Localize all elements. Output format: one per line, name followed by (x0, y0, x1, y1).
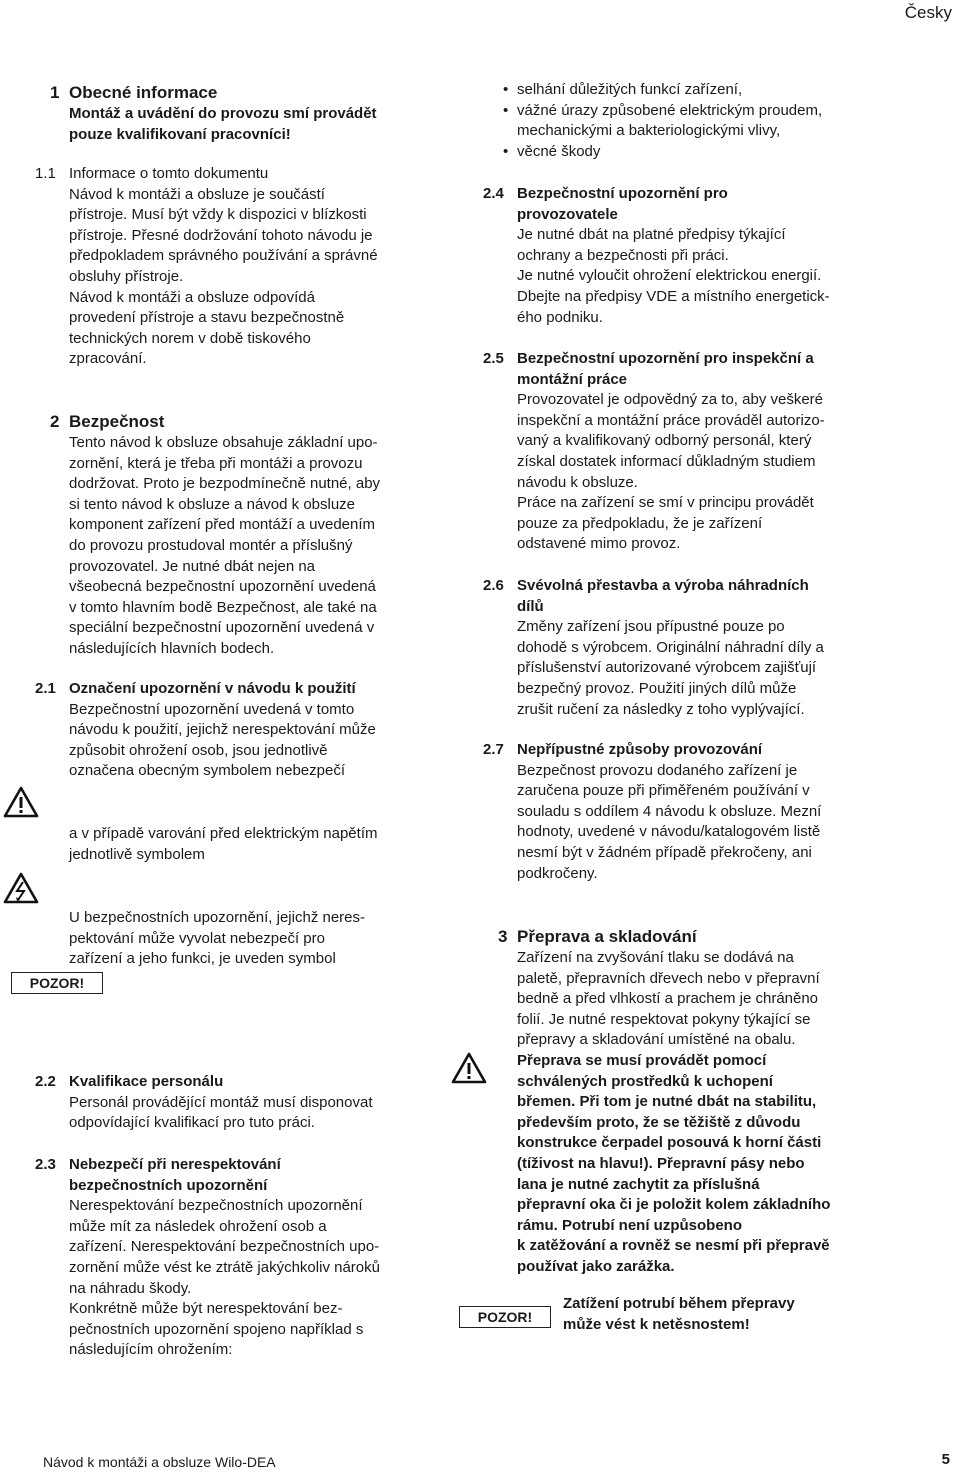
text-line: provedení přístroje a stavu bezpečnostně (69, 309, 345, 327)
text-line: bedně a před vlhkostí a prachem je chráněno (517, 990, 819, 1008)
text-line: zařízení. Nerespektování bezpečnostních upo- (69, 1238, 380, 1256)
text-line: jednotlivě symbolem (69, 845, 205, 863)
text-line: návodu k použití, jejichž nerespektování může (69, 721, 376, 739)
caution-badge: POZOR! (459, 1306, 551, 1328)
caution-badge: POZOR! (11, 972, 103, 994)
text-line: podkročeny. (517, 864, 598, 882)
text-line: zařízení a jeho funkci, je uveden symbol (69, 950, 336, 968)
text-line: Je nutné vyloučit ohrožení elektrickou energií. (517, 267, 822, 285)
text-line: pektování může vyvolat nebezpečí pro (69, 929, 325, 947)
section-1-number: 1 (50, 83, 60, 102)
bold-text-line: přepravní oka či je položit kolem základního (517, 1196, 831, 1214)
list-item: • vážné úrazy způsobené elektrickým proudem, mechanickými a bakteriologickými vlivy, (503, 101, 863, 142)
text-line: provozovatel. Je nutné dbát nejen na (69, 557, 316, 575)
text-line: Tento návod k obsluze obsahuje základní upo- (69, 434, 378, 451)
text-line: všeobecná bezpečnostní upozornění uvedená (69, 578, 376, 596)
text-line: pouze za předpokladu, že je zařízení (517, 514, 763, 532)
section-1-warning-line: pouze kvalifikovaní pracovníci! (69, 125, 291, 143)
section-2-6-title: Svévolná přestavba a výroba náhradních (517, 577, 809, 594)
text-line: Je nutné dbát na platné předpisy týkající (517, 226, 786, 244)
text-line: zornění, která je třeba při montáži a provozu (69, 454, 363, 472)
section-1-title: Obecné informace (69, 83, 218, 102)
text-line: označena obecným symbolem nebezpečí (69, 762, 345, 780)
section-2-6-number: 2.6 (483, 577, 504, 594)
text-line: Návod k montáži a obsluze je součástí (69, 185, 325, 203)
text-line: Zařízení na zvyšování tlaku se dodává na (517, 949, 794, 966)
bold-text-line: používat jako zarážka. (517, 1257, 675, 1275)
text-line: v tomto hlavním bodě Bezpečnost, ale také na (69, 598, 377, 616)
text-line: U bezpečnostních upozornění, jejichž neres- (69, 909, 366, 926)
language-label: Česky (904, 3, 952, 22)
text-line: Konkrétně může být nerespektování bez- (69, 1300, 343, 1318)
text-line: zornění může vést ke ztrátě jakýchkoliv nároků (69, 1258, 380, 1276)
text-line: následujících hlavních bodech. (69, 639, 275, 657)
general-danger-icon (3, 786, 39, 818)
text-line: vaný a kvalifikovaný odborný personál, který (517, 432, 812, 450)
text-line: zaručena pouze při přiměřeném používání v (517, 782, 810, 800)
caution-text-line: Zatížení potrubí během přepravy (563, 1295, 795, 1312)
text-line: pečnostních upozornění spojeno například s (69, 1320, 364, 1338)
section-2-7-title: Nepřípustné způsoby provozování (517, 741, 763, 758)
section-3-number: 3 (498, 927, 508, 946)
list-item: • věcné škody (503, 142, 863, 163)
page-number: 5 (941, 1451, 950, 1468)
text-line: získal dostatek informací důkladným studiem (517, 452, 816, 470)
bold-text-line: (tíživost na hlavu!). Přepravní pásy nebo (517, 1154, 805, 1172)
section-2-7-number: 2.7 (483, 741, 504, 758)
electrical-hazard-icon (3, 872, 39, 904)
text-line: odstavené mimo provoz. (517, 535, 681, 553)
text-line: Personál provádějící montáž musí disponovat (69, 1093, 373, 1111)
text-line: přístroje. Musí být vždy k dispozici v blízkosti (69, 206, 367, 224)
section-1-1-number: 1.1 (35, 165, 56, 182)
text-line: speciální bezpečnostní upozornění uvedená v (69, 619, 375, 637)
bold-text-line: k zatěžování a rovněž se nesmí při přepravě (517, 1237, 830, 1255)
text-line: komponent zařízení před montáží a uvedením (69, 516, 376, 534)
text-line: ého podniku. (517, 308, 603, 326)
section-2-2-number: 2.2 (35, 1073, 56, 1090)
text-line: do provozu prostudoval montér a příslušný (69, 536, 353, 554)
text-line: Provozovatel je odpovědný za to, aby veškeré (517, 391, 824, 409)
text-line: předpokladem správného používání a správné (69, 247, 378, 265)
text-line: dohodě s výrobcem. Originální náhradní díly a (517, 638, 824, 656)
footer-document-title: Návod k montáži a obsluze Wilo-DEA (43, 1454, 276, 1470)
text-line: technických norem v době tiskového (69, 329, 311, 347)
text-line: zpracování. (69, 350, 147, 368)
section-1-1-title: Informace o tomto dokumentu (69, 165, 269, 182)
text-line: přepravy a skladování umístěné na obalu. (517, 1031, 796, 1049)
text-line: nesmí být v žádném případě překročeny, ani (517, 843, 812, 861)
text-line: folií. Je nutné respektovat pokyny týkající se (517, 1010, 811, 1028)
section-1-warning-line: Montáž a uvádění do provozu smí provádět (69, 105, 377, 122)
bold-text-line: břemen. Při tom je nutné dbát na stabilitu, (517, 1093, 817, 1111)
bold-text-line: rámu. Potrubí není uzpůsobeno (517, 1216, 742, 1234)
section-2-4-number: 2.4 (483, 185, 504, 202)
section-2-5-title: Bezpečnostní upozornění pro inspekční a (517, 350, 814, 367)
section-2-5-title: montážní práce (517, 370, 628, 388)
text-line: Práce na zařízení se smí v principu provádět (517, 494, 814, 512)
text-line: hodnoty, uvedené v návodu/katalogovém listě (517, 823, 821, 841)
text-line: přístroje. Přesné dodržování tohoto návodu je (69, 226, 373, 244)
text-line: ochrany a bezpečnosti při práci. (517, 246, 729, 264)
text-line: Návod k montáži a obsluze odpovídá (69, 288, 315, 306)
bold-text-line: Přeprava se musí provádět pomocí (517, 1051, 767, 1069)
section-2-4-title: Bezpečnostní upozornění pro (517, 185, 728, 202)
section-2-6-title: dílů (517, 597, 544, 615)
bold-text-line: především proto, že se těžiště z důvodu (517, 1113, 801, 1131)
text-line: může mít za následek ohrožení osob a (69, 1217, 327, 1235)
text-line: následujícím ohrožením: (69, 1341, 233, 1359)
text-line: si tento návod k obsluze a návod k obsluze (69, 495, 356, 513)
bold-text-line: lana je nutné zachytit za příslušná (517, 1175, 760, 1193)
text-line: dodržovat. Proto je bezpodmínečně nutné, aby (69, 475, 381, 493)
text-line: Bezpečnost provozu dodaného zařízení je (517, 761, 798, 779)
section-2-1-number: 2.1 (35, 680, 56, 697)
text-line: Změny zařízení jsou přípustné pouze po (517, 618, 785, 636)
section-2-3-title: Nebezpečí při nerespektování (69, 1156, 281, 1173)
text-line: zrušit ručení za následky z toho vyplývající. (517, 700, 805, 718)
text-line: bezpečný provoz. Použití jiných dílů může (517, 679, 797, 697)
text-line: návodu k obsluze. (517, 473, 638, 491)
caution-text-line: může vést k netěsnostem! (563, 1315, 750, 1333)
text-line: inspekční a montážní práce prováděl autorizo- (517, 411, 825, 429)
text-line: obsluhy přístroje. (69, 267, 184, 285)
text-line: Bezpečnostní upozornění uvedená v tomto (69, 700, 355, 718)
section-2-5-number: 2.5 (483, 350, 504, 367)
bold-text-line: schválených prostředků k uchopení (517, 1072, 773, 1090)
text-line: způsobit ohrožení osob, jsou jednotlivě (69, 741, 328, 759)
bold-text-line: konstrukce čerpadel posouvá k horní části (517, 1134, 822, 1152)
list-item: • selhání důležitých funkcí zařízení, (503, 80, 863, 101)
section-3-title: Přeprava a skladování (517, 927, 697, 946)
section-2-2-title: Kvalifikace personálu (69, 1073, 224, 1090)
section-2-3-title: bezpečnostních upozornění (69, 1176, 268, 1194)
text-line: na náhradu škody. (69, 1279, 192, 1297)
section-2-title: Bezpečnost (69, 412, 165, 431)
general-danger-icon (451, 1052, 487, 1084)
text-line: Nerespektování bezpečnostních upozornění (69, 1197, 363, 1215)
section-2-number: 2 (50, 412, 60, 431)
section-2-3-number: 2.3 (35, 1156, 56, 1173)
section-2-1-title: Označení upozornění v návodu k použití (69, 680, 356, 697)
text-line: a v případě varování před elektrickým napětím (69, 825, 378, 842)
text-line: odpovídající kvalifikací pro tuto práci. (69, 1114, 315, 1132)
text-line: příslušenství autorizované výrobcem zajišťují (517, 659, 817, 677)
section-2-4-title: provozovatele (517, 205, 618, 223)
text-line: souladu s oddílem 4 návodu k obsluze. Mezní (517, 802, 822, 820)
text-line: paletě, přepravních dřevech nebo v přepravní (517, 969, 820, 987)
text-line: Dbejte na předpisy VDE a místního energetick- (517, 287, 830, 305)
